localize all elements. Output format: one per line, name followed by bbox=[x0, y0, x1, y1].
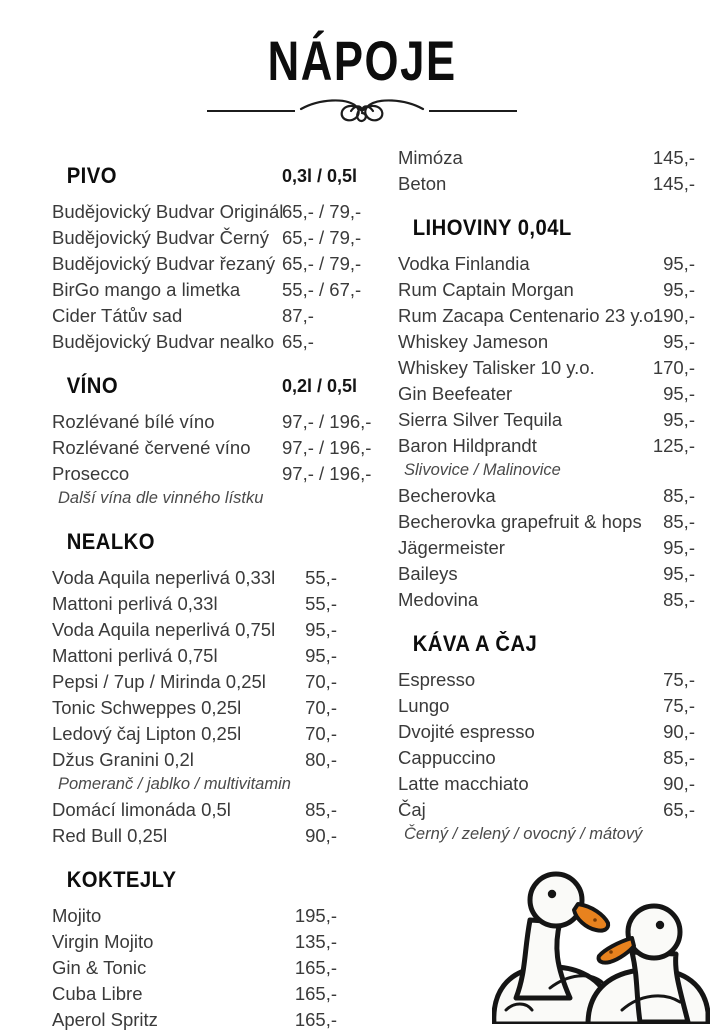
menu-item-row bbox=[398, 509, 695, 535]
menu-column-right bbox=[398, 145, 695, 847]
item-price: 75,- bbox=[663, 669, 695, 690]
item-price: 90,- bbox=[663, 721, 695, 742]
item-name: Latte macchiato bbox=[398, 773, 529, 794]
item-price: 97,- / 196,- bbox=[282, 463, 372, 484]
menu-item-row bbox=[52, 435, 372, 461]
menu-item-row bbox=[398, 693, 695, 719]
item-price: 65,- bbox=[663, 799, 695, 820]
item-name: Red Bull 0,25l bbox=[52, 825, 168, 846]
section-volume-label: 0,2l / 0,5l bbox=[282, 376, 358, 396]
section-title: PIVO bbox=[66, 163, 117, 188]
item-name: Virgin Mojito bbox=[52, 931, 154, 952]
divider-line-right bbox=[429, 110, 517, 112]
item-name: Whiskey Talisker 10 y.o. bbox=[398, 357, 595, 378]
menu-item-row bbox=[52, 329, 355, 355]
item-price: 55,- bbox=[305, 593, 337, 614]
menu-item-row bbox=[52, 277, 362, 303]
item-name: Espresso bbox=[398, 669, 476, 690]
menu-item-row bbox=[398, 745, 695, 771]
menu-item-row bbox=[52, 199, 362, 225]
item-name: Džus Granini 0,2l bbox=[52, 749, 194, 770]
item-price: 95,- bbox=[663, 563, 695, 584]
item-name: Voda Aquila neperlivá 0,33l bbox=[52, 567, 276, 588]
item-price: 75,- bbox=[663, 695, 695, 716]
item-name: Budějovický Budvar nealko bbox=[52, 331, 275, 352]
section-volume-label: 0,3l / 0,5l bbox=[282, 166, 358, 186]
item-name: Ledový čaj Lipton 0,25l bbox=[52, 723, 242, 744]
menu-item-row bbox=[52, 303, 355, 329]
menu-item-row bbox=[398, 303, 695, 329]
item-name: Jägermeister bbox=[398, 537, 505, 558]
item-note-text: Slivovice / Malinovice bbox=[404, 461, 561, 479]
item-name: Pepsi / 7up / Mirinda 0,25l bbox=[52, 671, 266, 692]
menu-item-row bbox=[52, 617, 355, 643]
section-header-row bbox=[52, 867, 355, 893]
menu-item-row bbox=[52, 409, 372, 435]
menu-item-row bbox=[52, 797, 355, 823]
menu-item-row bbox=[52, 721, 355, 747]
item-price: 95,- bbox=[663, 537, 695, 558]
section-header-row bbox=[52, 373, 358, 399]
item-price: 85,- bbox=[663, 485, 695, 506]
menu-item-row bbox=[398, 355, 695, 381]
menu-item-row bbox=[52, 461, 372, 487]
menu-item-row bbox=[398, 145, 695, 171]
item-note bbox=[398, 823, 695, 847]
menu-item-row bbox=[52, 747, 355, 773]
item-name: Rum Captain Morgan bbox=[398, 279, 574, 300]
menu-item-row bbox=[398, 561, 695, 587]
item-price: 135,- bbox=[294, 931, 337, 952]
item-price: 65,- / 79,- bbox=[282, 201, 362, 222]
item-price: 80,- bbox=[305, 749, 337, 770]
menu-item-row bbox=[52, 643, 355, 669]
item-name: Whiskey Jameson bbox=[398, 331, 549, 352]
item-price: 55,- / 67,- bbox=[282, 279, 362, 300]
section-header-row bbox=[398, 215, 695, 241]
item-note bbox=[52, 773, 355, 797]
item-name: Gin Beefeater bbox=[398, 383, 513, 404]
item-price: 95,- bbox=[663, 383, 695, 404]
item-price: 170,- bbox=[652, 357, 695, 378]
item-name: Rozlévané červené víno bbox=[52, 437, 251, 458]
item-price: 95,- bbox=[663, 409, 695, 430]
item-price: 125,- bbox=[652, 435, 695, 456]
menu-item-row bbox=[398, 171, 695, 197]
item-price: 65,- / 79,- bbox=[282, 227, 362, 248]
menu-item-row bbox=[398, 381, 695, 407]
menu-item-row bbox=[398, 771, 695, 797]
item-name: Rum Zacapa Centenario 23 y.o. bbox=[398, 305, 659, 326]
item-price: 85,- bbox=[663, 747, 695, 768]
item-name: Budějovický Budvar Černý bbox=[52, 227, 269, 248]
menu-item-row bbox=[52, 669, 355, 695]
two-ducks-illustration bbox=[492, 860, 710, 1024]
item-note bbox=[398, 459, 695, 483]
menu-item-row bbox=[398, 277, 695, 303]
menu-header bbox=[0, 0, 724, 128]
item-price: 165,- bbox=[294, 983, 337, 1004]
item-price: 65,- / 79,- bbox=[282, 253, 362, 274]
item-name: Becherovka grapefruit & hops bbox=[398, 511, 642, 532]
item-price: 145,- bbox=[652, 147, 695, 168]
item-name: Vodka Finlandia bbox=[398, 253, 530, 274]
menu-item-row bbox=[52, 591, 355, 617]
menu-item-row bbox=[52, 225, 362, 251]
item-name: Baileys bbox=[398, 563, 458, 584]
item-name: Medovina bbox=[398, 589, 479, 610]
menu-item-row bbox=[398, 251, 695, 277]
item-name: Voda Aquila neperlivá 0,75l bbox=[52, 619, 276, 640]
item-name: Mattoni perlivá 0,33l bbox=[52, 593, 218, 614]
menu-item-row bbox=[398, 483, 695, 509]
item-price: 87,- bbox=[282, 305, 314, 326]
item-name: Lungo bbox=[398, 695, 450, 716]
menu-item-row bbox=[52, 251, 362, 277]
page-title bbox=[0, 30, 724, 92]
item-name: BirGo mango a limetka bbox=[52, 279, 241, 300]
menu-item-row bbox=[52, 695, 355, 721]
section-header-row bbox=[52, 163, 358, 189]
item-price: 95,- bbox=[663, 331, 695, 352]
item-price: 165,- bbox=[294, 957, 337, 978]
item-name: Cappuccino bbox=[398, 747, 496, 768]
section-title: LIHOVINY 0,04L bbox=[412, 215, 572, 240]
menu-item-row bbox=[52, 903, 355, 929]
menu-item-row bbox=[398, 535, 695, 561]
item-price: 65,- bbox=[282, 331, 314, 352]
item-name: Čaj bbox=[398, 799, 426, 820]
item-price: 85,- bbox=[663, 589, 695, 610]
item-name: Domácí limonáda 0,5l bbox=[52, 799, 231, 820]
menu-item-row bbox=[52, 955, 355, 981]
menu-item-row bbox=[52, 929, 355, 955]
menu-item-row bbox=[52, 823, 355, 849]
item-price: 95,- bbox=[663, 253, 695, 274]
item-name: Cuba Libre bbox=[52, 983, 143, 1004]
item-name: Becherovka bbox=[398, 485, 496, 506]
divider-flourish-icon bbox=[299, 94, 425, 128]
item-price: 97,- / 196,- bbox=[282, 411, 372, 432]
item-name: Mimóza bbox=[398, 147, 463, 168]
item-name: Gin & Tonic bbox=[52, 957, 147, 978]
item-name: Beton bbox=[398, 173, 447, 194]
item-name: Dvojité espresso bbox=[398, 721, 535, 742]
item-name: Budějovický Budvar Originál bbox=[52, 201, 284, 222]
menu-item-row bbox=[52, 981, 355, 1007]
item-note bbox=[52, 487, 355, 511]
item-price: 165,- bbox=[294, 1009, 337, 1030]
menu-item-row bbox=[52, 1007, 355, 1033]
menu-item-row bbox=[398, 587, 695, 613]
menu-item-row bbox=[398, 719, 695, 745]
item-price: 95,- bbox=[305, 645, 337, 666]
item-name: Budějovický Budvar řezaný bbox=[52, 253, 276, 274]
menu-item-row bbox=[398, 797, 695, 823]
section-header-row bbox=[398, 631, 695, 657]
section-title: KÁVA A ČAJ bbox=[412, 631, 538, 656]
item-name: Aperol Spritz bbox=[52, 1009, 158, 1030]
item-name: Mattoni perlivá 0,75l bbox=[52, 645, 218, 666]
item-name: Rozlévané bílé víno bbox=[52, 411, 215, 432]
item-price: 90,- bbox=[663, 773, 695, 794]
menu-column-left bbox=[52, 145, 372, 1033]
item-name: Cider Tátův sad bbox=[52, 305, 183, 326]
item-price: 195,- bbox=[294, 905, 337, 926]
section-title: VÍNO bbox=[66, 373, 119, 398]
item-price: 70,- bbox=[305, 671, 337, 692]
menu-item-row bbox=[398, 329, 695, 355]
item-note-text: Další vína dle vinného lístku bbox=[58, 489, 264, 507]
page-title-text: NÁPOJE bbox=[267, 29, 457, 92]
item-name: Baron Hildprandt bbox=[398, 435, 537, 456]
item-note-text: Pomeranč / jablko / multivitamin bbox=[58, 775, 291, 793]
menu-item-row bbox=[398, 433, 695, 459]
section-header-row bbox=[52, 529, 355, 555]
title-divider bbox=[0, 94, 724, 128]
menu-item-row bbox=[398, 407, 695, 433]
item-price: 95,- bbox=[663, 279, 695, 300]
section-title: NEALKO bbox=[66, 529, 155, 554]
item-name: Prosecco bbox=[52, 463, 130, 484]
item-name: Tonic Schweppes 0,25l bbox=[52, 697, 242, 718]
item-price: 90,- bbox=[305, 825, 337, 846]
item-price: 97,- / 196,- bbox=[282, 437, 372, 458]
divider-line-left bbox=[207, 110, 295, 112]
item-price: 190,- bbox=[652, 305, 695, 326]
item-price: 70,- bbox=[305, 723, 337, 744]
item-price: 145,- bbox=[652, 173, 695, 194]
section-title: KOKTEJLY bbox=[66, 867, 177, 892]
menu-item-row bbox=[52, 565, 355, 591]
item-price: 55,- bbox=[305, 567, 337, 588]
item-price: 85,- bbox=[305, 799, 337, 820]
menu-item-row bbox=[398, 667, 695, 693]
item-name: Sierra Silver Tequila bbox=[398, 409, 563, 430]
item-price: 70,- bbox=[305, 697, 337, 718]
item-price: 95,- bbox=[305, 619, 337, 640]
item-name: Mojito bbox=[52, 905, 102, 926]
item-price: 85,- bbox=[663, 511, 695, 532]
item-note-text: Černý / zelený / ovocný / mátový bbox=[404, 825, 643, 843]
